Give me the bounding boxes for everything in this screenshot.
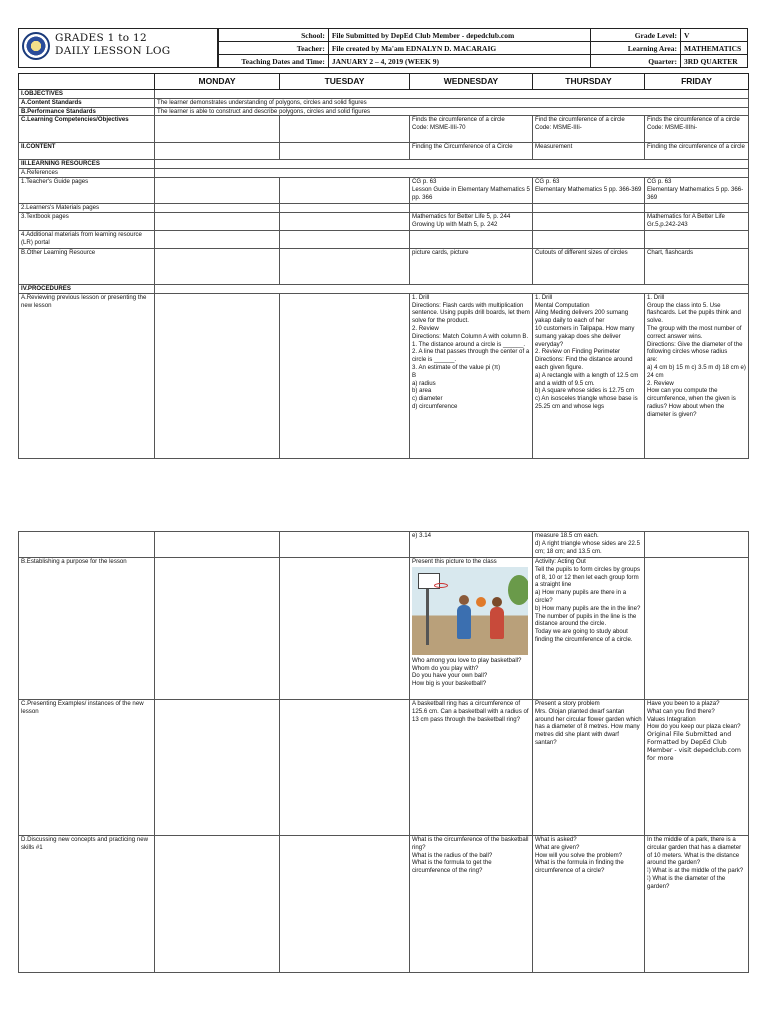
depedclub-note: Original File Submitted and Formatted by DepEd Club Member - visit depedclub.com for more	[647, 731, 741, 762]
row-presenting-examples: C.Presenting Examples/ instances of the new lesson	[19, 700, 155, 836]
other-friday: Chart, flashcards	[645, 248, 749, 284]
row-discussing-concepts: D.Discussing new concepts and practicing new skills #1	[19, 836, 155, 973]
competency-friday: Finds the circumference of a circle Code: MSME-IIIhi-	[645, 116, 749, 143]
teacher-label: Teacher:	[219, 42, 329, 55]
row-establishing-purpose: B.Establishing a purpose for the lesson	[19, 558, 155, 700]
dates-value: JANUARY 2 – 4, 2019 (WEEK 9)	[328, 55, 590, 68]
school-label: School:	[219, 29, 329, 42]
dates-label: Teaching Dates and Time:	[219, 55, 329, 68]
day-tuesday: TUESDAY	[280, 74, 410, 90]
row-procedures: IV.PROCEDURES	[19, 284, 155, 293]
reviewing-thursday-continued: measure 18.5 cm each. d) A right triangle whose sides are 22.5 cm; 18 cm; and 13.5 cm.	[533, 532, 645, 558]
examples-wednesday: A basketball ring has a circumference of 125.6 cm. Can a basketball with a radius of 13 cm pass through the basketball ring?	[410, 700, 533, 836]
grade-value: V	[681, 29, 748, 42]
deped-seal-icon	[22, 32, 50, 60]
logo-box	[18, 28, 218, 68]
row-textbook: 3.Textbook pages	[19, 212, 155, 230]
performance-standards-text: The learner is able to construct and describe polygons, circles and solid figures	[155, 107, 749, 116]
child-head	[492, 597, 502, 607]
other-wednesday: picture cards, picture	[410, 248, 533, 284]
purpose-wednesday	[410, 558, 533, 700]
content-wednesday: Finding the Circumference of a Circle	[410, 143, 533, 160]
reviewing-thursday: 1. Drill Mental Computation Aling Meding delivers 200 sumang yakap daily to each of her 10 customers in Talipapa. How many sumang yakap does she deliver everyday? 2. Review on Finding Perimeter Directions: Find the distance around each given figure. a) A rectangle with a length of 12.5 cm and a width of 9.5 cm. b) A square whose sides is 12.75 cm c) An isosceles triangle whose base is 25.25 cm and whose legs	[533, 293, 645, 458]
child-body	[490, 607, 504, 639]
reviewing-wednesday: 1. Drill Directions: Flash cards with multiplication sentence. Using pupils drill boards, let them solve for the product. 2. Review Directions: Match Column A with column B. 1. The distance around a circle is ______. 2. A line that passes through the center of a circle is ______. 3. An estimate of the value pi (π) B a) radius b) area c) diameter d) circumference	[410, 293, 533, 458]
row-performance-standards: B.Performance Standards	[19, 107, 155, 116]
reviewing-friday: 1. Drill Group the class into 5. Use flashcards. Let the pupils think and solve. The group with the most number of correct answer wins. Directions: Give the diameter of the following circles whose radius are: a) 4 cm b) 15 m c) 3.5 m d) 18 cm e) 24 cm 2. Review How can you compute the circumference, when the given is radius? How about when the diameter is given?	[645, 293, 749, 458]
content-standards-text: The learner demonstrates understanding of polygons, circles and solid figures	[155, 98, 749, 107]
textbook-wednesday: Mathematics for Better Life 5, p. 244 Growing Up with Math 5, p. 242	[410, 212, 533, 230]
discussing-wednesday: What is the circumference of the basketball ring? What is the radius of the ball? What is the formula to get the circumference of the ring?	[410, 836, 533, 973]
teacher-value: File created by Ma'am EDNALYN D. MACARAIG	[328, 42, 590, 55]
content-friday: Finding the circumference of a circle	[645, 143, 749, 160]
grade-label: Grade Level:	[591, 29, 681, 42]
area-label: Learning Area:	[591, 42, 681, 55]
tg-wednesday: CG p. 63 Lesson Guide in Elementary Mathematics 5 pp. 366	[410, 177, 533, 203]
logo-title: GRADES 1 to 12 DAILY LESSON LOG	[55, 32, 171, 57]
corner-cell	[19, 74, 155, 90]
child-head	[459, 595, 469, 605]
examples-thursday: Present a story problem Mrs. Olojan planted dwarf santan around her circular flower garden which has a diameter of 8 metres. How many metres did she plant with dwarf santan?	[533, 700, 645, 836]
school-value: File Submitted by DepEd Club Member - depedclub.com	[328, 29, 590, 42]
purpose-thursday: Activity: Acting Out Tell the pupils to form circles by groups of 8, 10 or 12 then let each group form a straight line a) How many pupils are there in a circle? b) How many pupils are the in the line? The number of pupils in the line is the distance around the circle. Today we are going to study about finding the circumference of a circle.	[533, 558, 645, 700]
textbook-friday: Mathematics for A Better Life Gr.5,p.242-243	[645, 212, 749, 230]
header-info-table	[218, 28, 748, 68]
discussing-friday: In the middle of a park, there is a circular garden that has a diameter of 10 meters. What is the distance around the garden? ⁞) What is at the middle of the park? ⁞) What is the diameter of the garden?	[645, 836, 749, 973]
child-body	[457, 605, 471, 639]
other-thursday: Cutouts of different sizes of circles	[533, 248, 645, 284]
tree-shape	[508, 575, 528, 605]
discussing-thursday: What is asked? What are given? How will you solve the problem? What is the formula in finding the circumference of a circle?	[533, 836, 645, 973]
day-wednesday: WEDNESDAY	[410, 74, 533, 90]
row-teachers-guide: 1.Teacher's Guide pages	[19, 177, 155, 203]
row-reviewing: A.Reviewing previous lesson or presenting the new lesson	[19, 293, 155, 458]
reviewing-wednesday-continued: e) 3.14	[410, 532, 533, 558]
purpose-wednesday-questions: Who among you love to play basketball? Whom do you play with? Do you have your own ball? How big is your basketball?	[412, 656, 522, 688]
content-thursday: Measurement	[533, 143, 645, 160]
row-objectives: I.OBJECTIVES	[19, 90, 155, 99]
row-content: II.CONTENT	[19, 143, 155, 160]
lesson-table-part-2	[18, 531, 749, 973]
row-content-standards: A.Content Standards	[19, 98, 155, 107]
basketball-icon	[476, 597, 486, 607]
day-thursday: THURSDAY	[533, 74, 645, 90]
purpose-wednesday-intro: Present this picture to the class	[412, 558, 497, 565]
area-value: MATHEMATICS	[681, 42, 748, 55]
tg-thursday: CG p. 63 Elementary Mathematics 5 pp. 366-369	[533, 177, 645, 203]
quarter-value: 3RD QUARTER	[681, 55, 748, 68]
row-references: A.References	[19, 169, 155, 178]
row-other-resources: B.Other Learning Resource	[19, 248, 155, 284]
quarter-label: Quarter:	[591, 55, 681, 68]
document-header	[18, 28, 748, 68]
competency-wednesday: Finds the circumference of a circle Code: MSME-IIIi-70	[410, 116, 533, 143]
row-competencies: C.Learning Competencies/Objectives	[19, 116, 155, 143]
basketball-picture	[412, 567, 528, 655]
tg-friday: CG p. 63 Elementary Mathematics 5 pp. 366-369	[645, 177, 749, 203]
row-additional-materials: 4.Additional materials from learning resource (LR) portal	[19, 230, 155, 248]
day-monday: MONDAY	[155, 74, 280, 90]
competency-thursday: Find the circumference of a circle Code: MSME-IIIi-	[533, 116, 645, 143]
examples-friday-text: Have you been to a plaza? What can you find there? Values Integration How do you keep our plaza clean?	[647, 700, 741, 731]
examples-friday	[645, 700, 749, 836]
hoop-ring	[434, 583, 448, 588]
day-friday: FRIDAY	[645, 74, 749, 90]
lesson-table-part-1	[18, 73, 749, 459]
row-learners-materials: 2.Learners's Materials pages	[19, 203, 155, 212]
row-learning-resources: III.LEARNING RESOURCES	[19, 160, 155, 169]
